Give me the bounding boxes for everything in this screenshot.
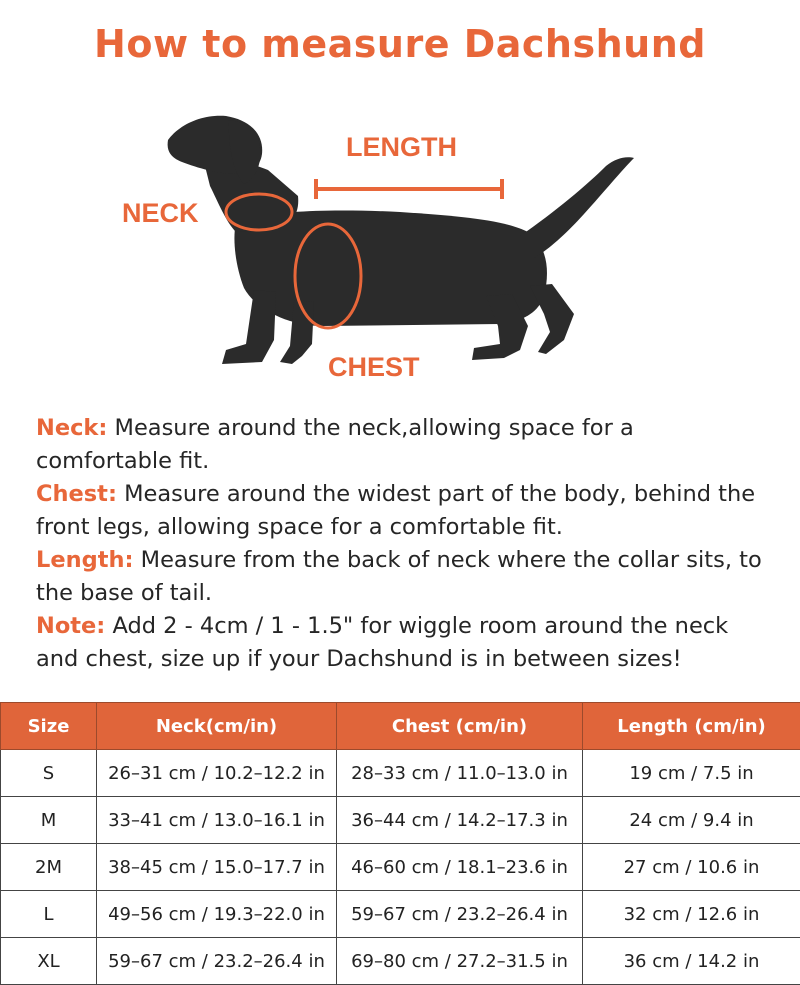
table-row [1, 750, 800, 797]
cell-chest: 28–33 cm / 11.0–13.0 in [337, 750, 583, 797]
table-header-row [1, 703, 800, 750]
table-row [1, 844, 800, 891]
cell-neck: 38–45 cm / 15.0–17.7 in [97, 844, 337, 891]
header-chest: Chest (cm/in) [337, 703, 583, 750]
instruction-note [36, 610, 776, 676]
table-row [1, 938, 800, 985]
cell-length: 24 cm / 9.4 in [583, 797, 800, 844]
cell-chest: 59–67 cm / 23.2–26.4 in [337, 891, 583, 938]
header-neck: Neck(cm/in) [97, 703, 337, 750]
instruction-key: Note: [36, 613, 105, 639]
instruction-neck [36, 412, 776, 478]
cell-length: 36 cm / 14.2 in [583, 938, 800, 985]
cell-length: 19 cm / 7.5 in [583, 750, 800, 797]
instruction-text: Measure around the neck,allowing space for a comfortable fit. [36, 415, 634, 474]
header-length: Length (cm/in) [583, 703, 800, 750]
header-size: Size [1, 703, 97, 750]
table-row [1, 891, 800, 938]
length-label: LENGTH [346, 132, 457, 163]
cell-chest: 46–60 cm / 18.1–23.6 in [337, 844, 583, 891]
cell-neck: 59–67 cm / 23.2–26.4 in [97, 938, 337, 985]
length-measurement-bar [316, 179, 502, 199]
chest-label: CHEST [328, 352, 420, 383]
instruction-key: Length: [36, 547, 134, 573]
cell-size: 2M [1, 844, 97, 891]
instruction-chest [36, 478, 776, 544]
instruction-length [36, 544, 776, 610]
neck-label: NECK [122, 198, 199, 229]
size-chart-table [0, 702, 800, 985]
instruction-key: Chest: [36, 481, 117, 507]
cell-size: L [1, 891, 97, 938]
cell-size: XL [1, 938, 97, 985]
cell-chest: 69–80 cm / 27.2–31.5 in [337, 938, 583, 985]
cell-chest: 36–44 cm / 14.2–17.3 in [337, 797, 583, 844]
cell-neck: 26–31 cm / 10.2–12.2 in [97, 750, 337, 797]
cell-length: 27 cm / 10.6 in [583, 844, 800, 891]
cell-neck: 33–41 cm / 13.0–16.1 in [97, 797, 337, 844]
instruction-text: Measure from the back of neck where the collar sits, to the base of tail. [36, 547, 762, 606]
cell-length: 32 cm / 12.6 in [583, 891, 800, 938]
measurement-diagram [0, 100, 800, 400]
cell-size: M [1, 797, 97, 844]
page-title: How to measure Dachshund [0, 22, 800, 66]
cell-neck: 49–56 cm / 19.3–22.0 in [97, 891, 337, 938]
instruction-key: Neck: [36, 415, 107, 441]
instruction-text: Add 2 - 4cm / 1 - 1.5" for wiggle room around the neck and chest, size up if your Dachshund is in between sizes! [36, 613, 728, 672]
measuring-instructions [36, 412, 776, 676]
instruction-text: Measure around the widest part of the body, behind the front legs, allowing space for a comfortable fit. [36, 481, 755, 540]
cell-size: S [1, 750, 97, 797]
table-row [1, 797, 800, 844]
